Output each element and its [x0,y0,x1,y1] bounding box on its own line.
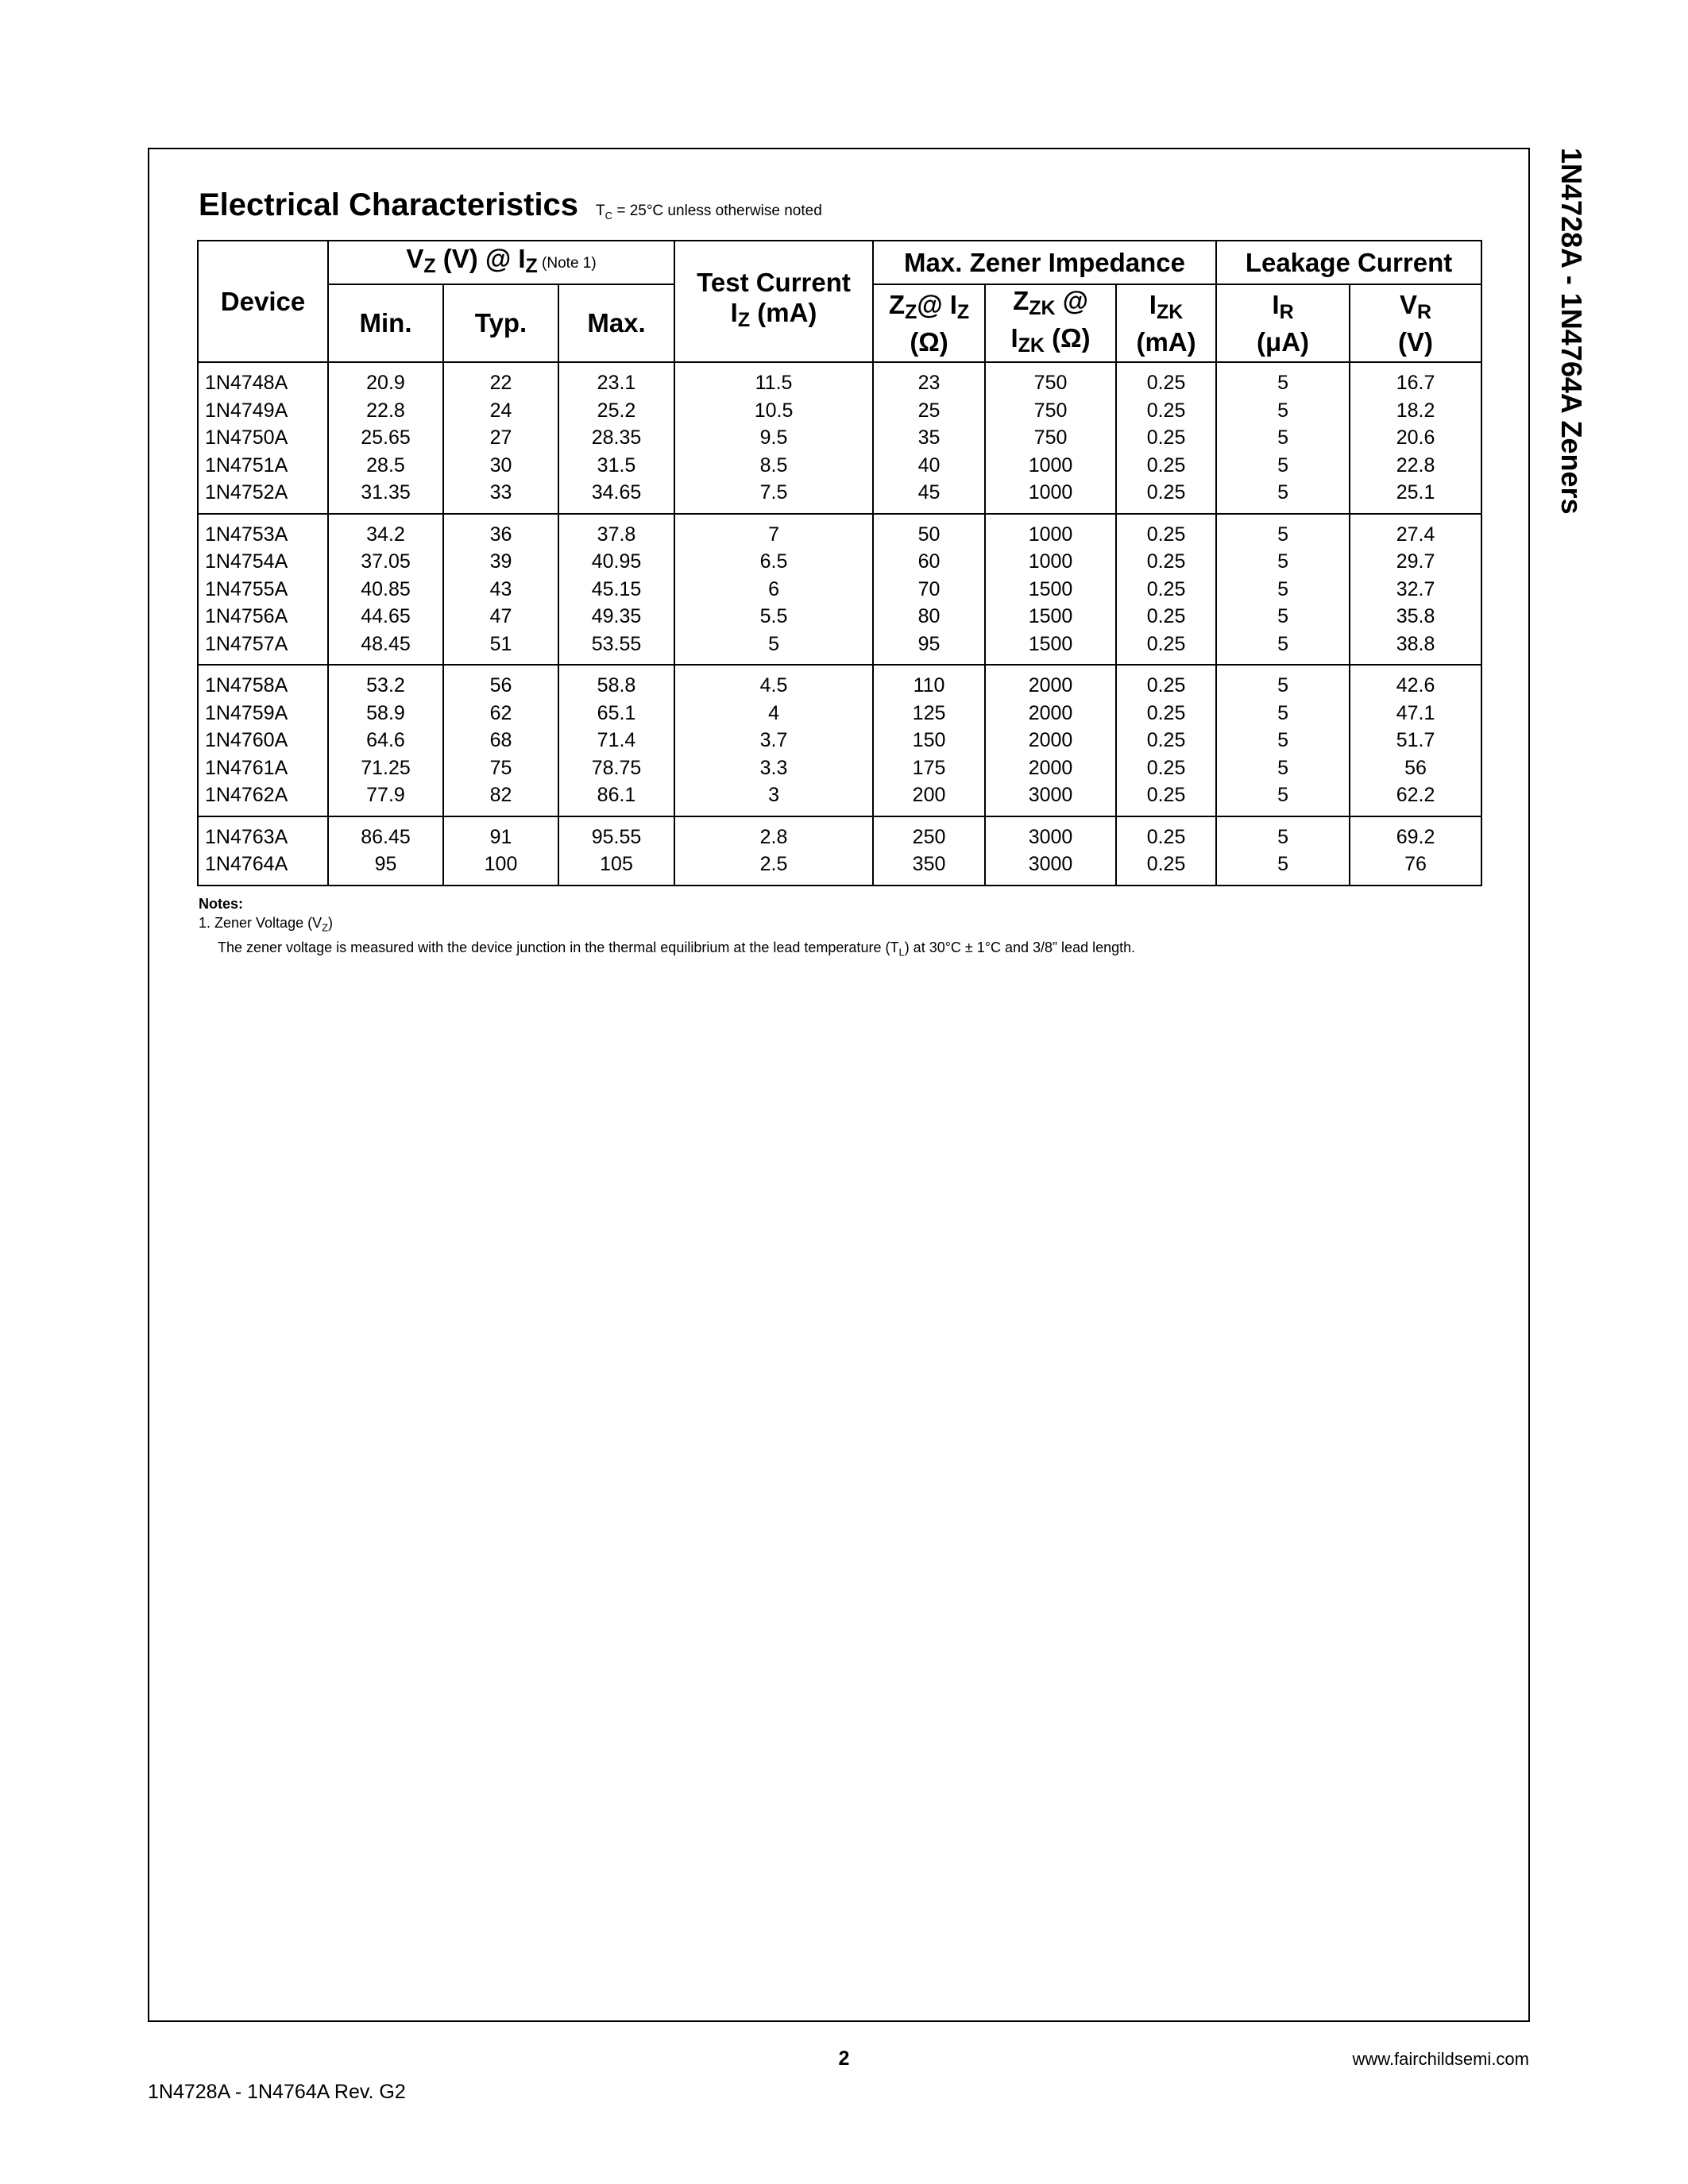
table-row: 1N4755A 40.85 43 45.15 6 70 1500 0.25 5 32.7 [198,576,1481,604]
header-device: Device [198,241,328,362]
header-zz: $Z_Z@$ $I_Z$ (Ω) [873,284,985,362]
table-group [198,362,1481,514]
header-vz: $V_Z$ (V) @ $I_Z$ (Note 1) [328,241,674,284]
table-row: 1N4762A 77.9 82 86.1 3 200 3000 0.25 5 62.2 [198,781,1481,816]
table-row: 1N4756A 44.65 47 49.35 5.5 80 1500 0.25 5 35.8 [198,603,1481,631]
table-row: 1N4763A 86.45 91 95.55 2.8 250 3000 0.25 5 69.2 [198,816,1481,851]
table-row: 1N4748A 20.9 22 23.1 11.5 23 750 0.25 5 16.7 [198,362,1481,397]
section-header [199,187,822,223]
table-row: 1N4757A 48.45 51 53.55 5 95 1500 0.25 5 38.8 [198,631,1481,666]
header-zzk: $Z_{ZK}$ @ $I_{ZK}$ (Ω) [985,284,1116,362]
table-group [198,665,1481,816]
table-row: 1N4751A 28.5 30 31.5 8.5 40 1000 0.25 5 22.8 [198,452,1481,480]
notes [199,894,1135,962]
header-test-current: Test Current $I_Z$ (mA) [674,241,873,362]
revision-label: 1N4728A - 1N4764A Rev. G2 [148,2081,406,2103]
table-row: 1N4749A 22.8 24 25.2 10.5 25 750 0.25 5 18.2 [198,397,1481,425]
header-max-zener-impedance: Max. Zener Impedance [873,241,1216,284]
note-item-1: 1. Zener Voltage $(V_Z)$ [199,915,334,934]
header-izk: $I_{ZK}$ (mA) [1116,284,1216,362]
table-row: 1N4752A 31.35 33 34.65 7.5 45 1000 0.25 5 25.1 [198,479,1481,514]
note-item-1-text: The zener voltage is measured with the device junction in the thermal equilibrium at the lead temperature $(T_L)$ at 30°C ± 1°C and 3/8” lead length. [218,939,1136,959]
header-leakage-current: Leakage Current [1216,241,1481,284]
page-number: 2 [838,2047,850,2070]
side-title: 1N4728A - 1N4764A Zeners [1555,148,1588,515]
table-row: 1N4753A 34.2 36 37.8 7 50 1000 0.25 5 27.4 [198,514,1481,549]
table-group [198,514,1481,666]
table-group [198,816,1481,886]
table-row: 1N4760A 64.6 68 71.4 3.7 150 2000 0.25 5 51.7 [198,727,1481,754]
notes-heading: Notes: [199,896,244,912]
table-row: 1N4758A 53.2 56 58.8 4.5 110 2000 0.25 5 42.6 [198,665,1481,700]
header-typ: Typ. [443,284,558,362]
section-title: Electrical Characteristics [199,187,579,222]
website-link[interactable]: www.fairchildsemi.com [1352,2049,1529,2069]
table-row: 1N4750A 25.65 27 28.35 9.5 35 750 0.25 5 20.6 [198,424,1481,452]
header-ir: $I_R$ (μA) [1216,284,1350,362]
header-min: Min. [328,284,443,362]
condition-note: $T_C = 25^\circ C$ unless otherwise noted [596,203,822,222]
table-row: 1N4764A 95 100 105 2.5 350 3000 0.25 5 76 [198,851,1481,886]
table-row: 1N4761A 71.25 75 78.75 3.3 175 2000 0.25 5 56 [198,754,1481,782]
header-vr: $V_R$ (V) [1350,284,1481,362]
table-row: 1N4759A 58.9 62 65.1 4 125 2000 0.25 5 47.1 [198,700,1481,727]
table-row: 1N4754A 37.05 39 40.95 6.5 60 1000 0.25 5 29.7 [198,548,1481,576]
header-max: Max. [558,284,674,362]
electrical-characteristics-table [197,240,1482,886]
